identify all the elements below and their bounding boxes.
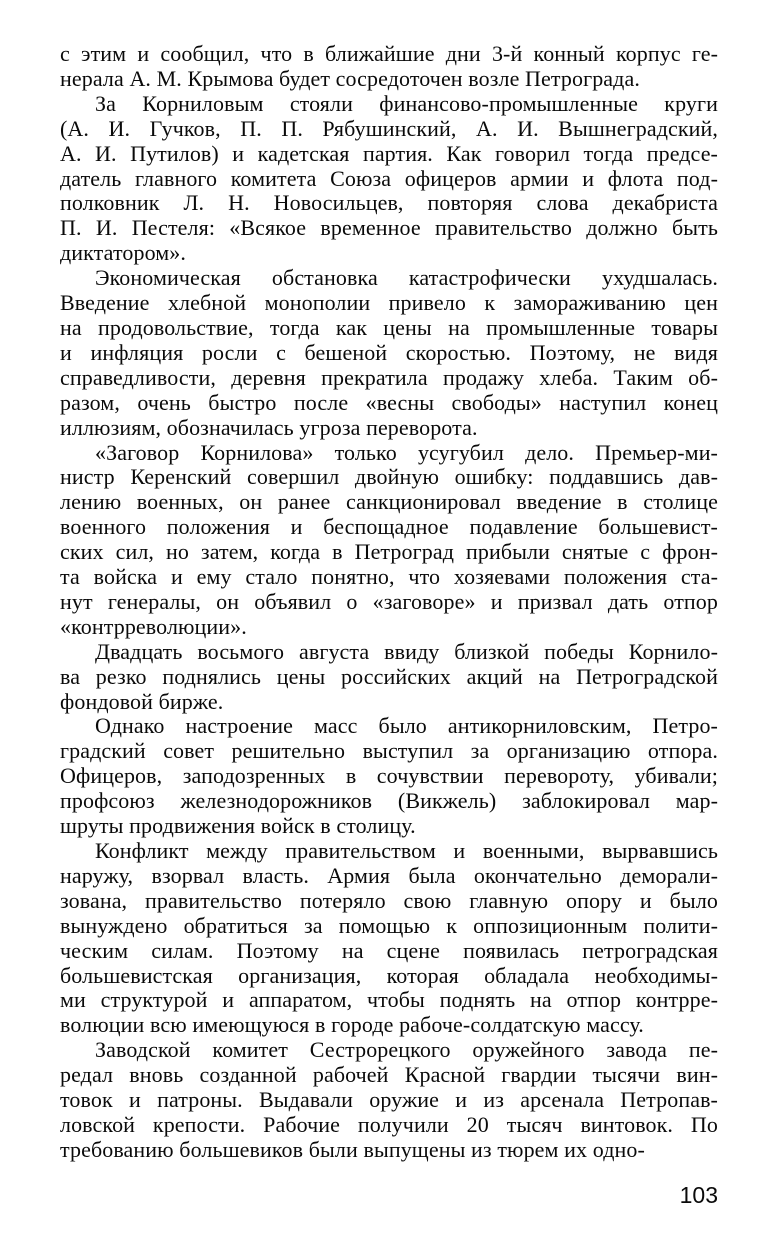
text-line: наружу, взорвал власть. Армия была окончательно деморали- [60, 862, 718, 888]
text-line: А. И. Путилов) и кадетская партия. Как говорил тогда предсе- [60, 140, 718, 166]
text-line: Офицеров, заподозренных в сочувствии перевороту, убивали; [60, 763, 718, 789]
paragraph [60, 714, 718, 839]
text-line: зована, правительство потеряло свою главную опору и было [60, 887, 718, 913]
text-line: волюции всю имеющуюся в городе рабоче-солдатскую массу. [60, 1012, 644, 1038]
text-line: разом, очень быстро после «весны свободы» наступил конец [60, 389, 718, 415]
paragraph [60, 92, 718, 266]
text-line: полковник Л. Н. Новосильцев, повторяя слова декабриста [60, 190, 718, 216]
text-line: Введение хлебной монополии привело к замораживанию цен [60, 290, 718, 316]
text-line: военного положения и беспощадное подавление большевист- [60, 514, 718, 540]
text-line: шруты продвижения войск в столицу. [60, 813, 416, 839]
text-line: датель главного комитета Союза офицеров армии и флота под- [60, 165, 718, 191]
text-line: требованию большевиков были выпущены из тюрем их одно- [60, 1136, 645, 1162]
text-line: П. И. Пестеля: «Всякое временное правительство должно быть [60, 215, 718, 241]
text-line: профсоюз железнодорожников (Викжель) заблокировал мар- [60, 788, 718, 814]
text-line: на продовольствие, тогда как цены на промышленные товары [60, 314, 718, 340]
text-line: та войска и ему стало понятно, что хозяевами положения ста- [60, 564, 718, 590]
text-line: Заводской комитет Сестрорецкого оружейного завода пе- [95, 1037, 718, 1063]
paragraph [60, 640, 718, 715]
paragraph [60, 266, 718, 440]
text-line: «Заговор Корнилова» только усугубил дело. Премьер-ми- [95, 439, 718, 465]
text-line: Однако настроение масс было антикорниловским, Петро- [95, 713, 718, 739]
text-line: справедливости, деревня прекратила продажу хлеба. Таким об- [60, 364, 718, 390]
text-line: ских сил, но затем, когда в Петроград прибыли снятые с фрон- [60, 539, 718, 565]
text-line: ва резко поднялись цены российских акций на Петроградской [60, 663, 718, 689]
text-line: товок и патроны. Выдавали оружие и из арсенала Петропав- [60, 1087, 718, 1113]
paragraph [60, 1038, 718, 1163]
text-line: «контрреволюции». [60, 613, 247, 639]
text-line: вынуждено обратиться за помощью к оппозиционным полити- [60, 912, 718, 938]
text-line: с этим и сообщил, что в ближайшие дни 3-й конный корпус ге- [60, 41, 718, 66]
text-line: и инфляция росли с бешеной скоростью. Поэтому, не видя [60, 339, 718, 365]
text-line: Двадцать восьмого августа ввиду близкой победы Корнило- [95, 638, 718, 664]
text-line: (А. И. Гучков, П. П. Рябушинский, А. И. Вышнеградский, [60, 115, 718, 141]
text-line: Конфликт между правительством и военными, вырвавшись [95, 838, 718, 863]
paragraph [60, 839, 718, 1038]
text-line: ческим силам. Поэтому на сцене появилась петроградская [60, 937, 718, 963]
text-line: большевистская организация, которая обладала необходимы- [60, 962, 718, 988]
text-line: ми структурой и аппаратом, чтобы поднять на отпор контрре- [60, 987, 718, 1013]
paragraph [60, 42, 718, 92]
text-line: нут генералы, он объявил о «заговоре» и призвал дать отпор [60, 588, 718, 614]
text-block [60, 42, 718, 1163]
text-line: нерала А. М. Крымова будет сосредоточен возле Петрограда. [60, 65, 640, 91]
text-line: За Корниловым стояли финансово-промышленные круги [95, 90, 718, 116]
text-line: фондовой бирже. [60, 688, 224, 714]
page-number: 103 [679, 1181, 718, 1208]
text-line: иллюзиям, обозначилась угроза переворота. [60, 414, 478, 440]
text-line: ловской крепости. Рабочие получили 20 тысяч винтовок. По [60, 1111, 718, 1137]
text-line: Экономическая обстановка катастрофически ухудшалась. [95, 265, 718, 291]
text-line: редал вновь созданной рабочей Красной гвардии тысячи вин- [60, 1062, 718, 1088]
text-line: градский совет решительно выступил за организацию отпора. [60, 738, 718, 764]
text-line: диктатором». [60, 240, 186, 266]
paragraph [60, 441, 718, 640]
text-line: нистр Керенский совершил двойную ошибку: поддавшись дав- [60, 464, 718, 490]
text-line: лению военных, он ранее санкционировал введение в столице [60, 489, 718, 515]
